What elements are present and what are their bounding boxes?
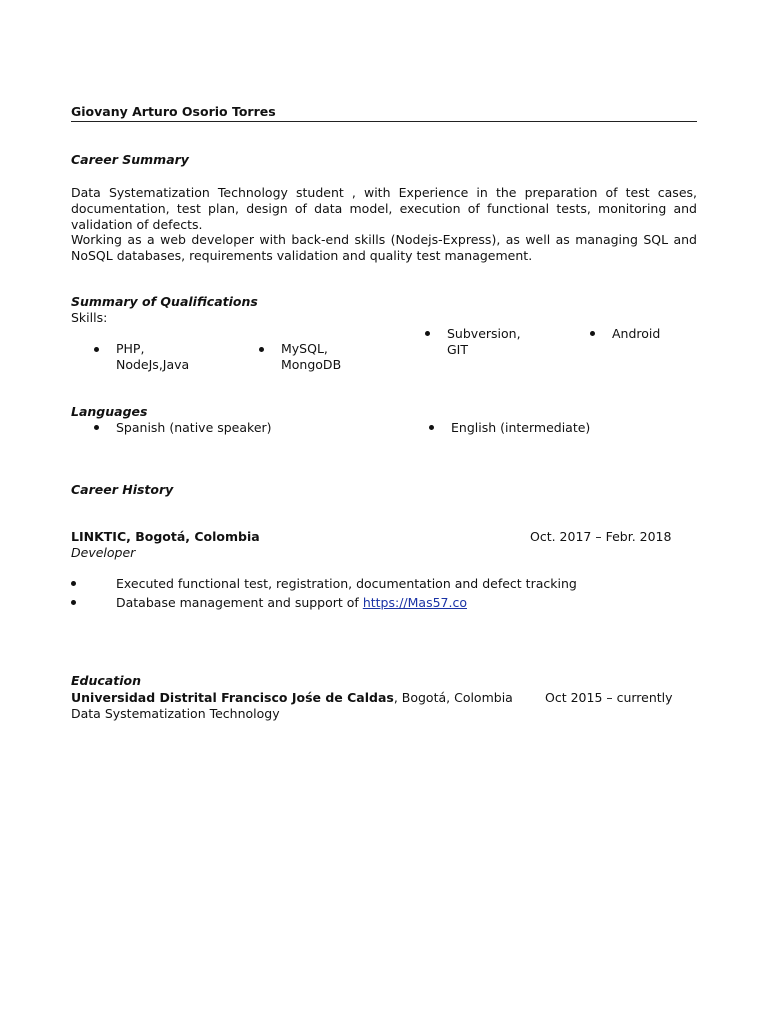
skill-item-2-line1: MySQL, (281, 341, 328, 356)
bullet-icon (590, 331, 595, 336)
name-divider (71, 121, 697, 122)
education-institution-line (71, 690, 513, 706)
skill-item-1-line1: PHP, (116, 341, 145, 356)
bullet-icon (71, 581, 76, 586)
career-summary-heading: Career Summary (71, 152, 189, 167)
job-bullet-1: Executed functional test, registration, documentation and defect tracking (116, 576, 577, 591)
job-bullet-2-text: Database management and support of (116, 595, 363, 610)
bullet-icon (429, 425, 434, 430)
education-heading: Education (71, 673, 141, 688)
career-history-heading: Career History (71, 482, 174, 497)
languages-heading: Languages (71, 404, 148, 419)
job-role: Developer (71, 545, 136, 560)
bullet-icon (94, 425, 99, 430)
skill-item-2-line2: MongoDB (281, 357, 342, 372)
bullet-icon (71, 600, 76, 605)
qualifications-heading: Summary of Qualifications (71, 294, 258, 309)
job-dates: Oct. 2017 – Febr. 2018 (530, 529, 672, 544)
career-summary-paragraph-2: Working as a web developer with back-end skills (Nodejs-Express), as well as managing SQL and NoSQL databases, requirements validation and quality test management. (71, 232, 697, 263)
language-item-1: Spanish (native speaker) (116, 420, 272, 435)
job-company: LINKTIC, Bogotá, Colombia (71, 529, 260, 544)
skill-item-1-line2: NodeJs,Java (116, 357, 190, 372)
career-summary-paragraph-1: Data Systematization Technology student , with Experience in the preparation of test cases, documentation, test plan, design of data model, execution of functional tests, monitoring and validation of defects. (71, 185, 697, 232)
language-item-2: English (intermediate) (451, 420, 591, 435)
education-program: Data Systematization Technology (71, 706, 280, 721)
bullet-icon (259, 347, 264, 352)
bullet-icon (94, 347, 99, 352)
education-dates: Oct 2015 – currently (545, 690, 673, 705)
skill-item-3-line1: Subversion, (447, 326, 521, 341)
company-website-link[interactable]: https://Mas57.co (362, 595, 467, 610)
candidate-name: Giovany Arturo Osorio Torres (71, 104, 276, 119)
skill-item-3-line2: GIT (447, 342, 469, 357)
bullet-icon (425, 331, 430, 336)
skills-label: Skills: (71, 310, 108, 325)
education-location: , Bogotá, Colombia (393, 690, 513, 705)
education-institution: Universidad Distrital Francisco Jośe de Caldas (71, 690, 394, 705)
job-bullet-2 (116, 595, 467, 611)
skill-item-4: Android (612, 326, 661, 341)
